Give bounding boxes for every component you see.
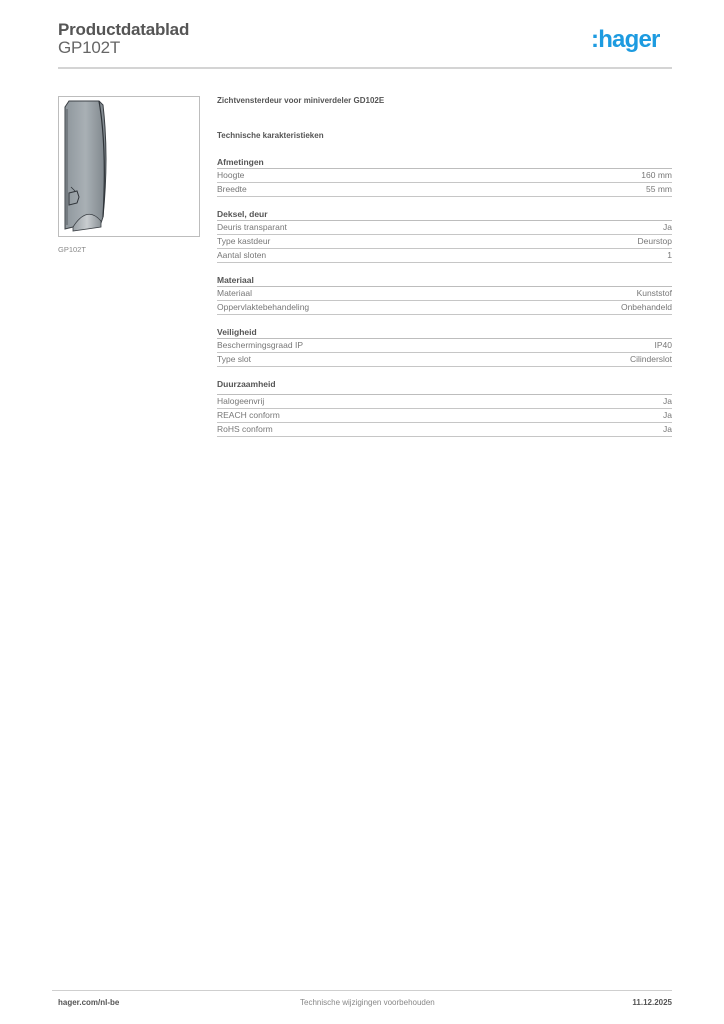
spec-value: Onbehandeld [620,302,672,312]
spec-row [217,221,672,235]
section-heading: Technische karakteristieken [217,131,324,140]
spec-value: IP40 [654,340,672,350]
spec-value: Ja [663,222,672,232]
spec-label: Halogeenvrij [217,396,265,406]
header-divider [58,67,672,69]
footer-disclaimer: Technische wijzigingen voorbehouden [300,998,435,1007]
spec-value: 55 mm [646,184,672,194]
group-title: Veiligheid [217,326,672,339]
spec-row [217,301,672,315]
spec-value: 1 [667,250,672,260]
spec-group-deksel-deur [217,208,672,263]
spec-label: Hoogte [217,170,245,180]
spec-group-materiaal [217,274,672,315]
spec-group-duurzaamheid [217,378,672,437]
spec-label: RoHS conform [217,424,273,434]
spec-group-veiligheid [217,326,672,367]
spec-label: Type kastdeur [217,236,271,246]
product-code: GP102T [58,38,121,57]
spec-value: Ja [663,396,672,406]
spec-row [217,287,672,301]
spec-value: Kunststof [636,288,672,298]
spec-value: Ja [663,410,672,420]
footer-date: 11.12.2025 [632,998,672,1007]
footer-divider [52,990,672,991]
image-caption: GP102T [58,245,86,254]
hager-logo: :hager [591,26,660,53]
spec-row [217,423,672,437]
spec-label: REACH conform [217,410,280,420]
footer-website-link[interactable]: hager.com/nl-be [58,998,120,1007]
spec-row [217,183,672,197]
spec-label: Beschermingsgraad IP [217,340,303,350]
group-title: Materiaal [217,274,672,287]
product-name: Zichtvensterdeur voor miniverdeler GD102E [217,96,385,105]
spec-label: Oppervlaktebehandeling [217,302,310,312]
spec-label: Aantal sloten [217,250,267,260]
spec-row [217,169,672,183]
spec-row [217,353,672,367]
spec-value: Deurstop [637,236,672,246]
spec-value: Ja [663,424,672,434]
document-title: Productdatablad [58,20,190,39]
group-title: Duurzaamheid [217,378,672,395]
spec-row [217,409,672,423]
spec-label: Deuris transparant [217,222,287,232]
spec-row [217,395,672,409]
group-title: Deksel, deur [217,208,672,221]
spec-value: Cilinderslot [629,354,672,364]
door-illustration-icon [59,97,199,236]
product-specs [217,96,672,448]
spec-label: Materiaal [217,288,252,298]
spec-group-afmetingen [217,156,672,197]
group-title: Afmetingen [217,156,672,169]
spec-value: 160 mm [641,170,672,180]
spec-row [217,339,672,353]
product-image [58,96,200,237]
spec-label: Breedte [217,184,247,194]
spec-row [217,249,672,263]
spec-label: Type slot [217,354,252,364]
spec-row [217,235,672,249]
